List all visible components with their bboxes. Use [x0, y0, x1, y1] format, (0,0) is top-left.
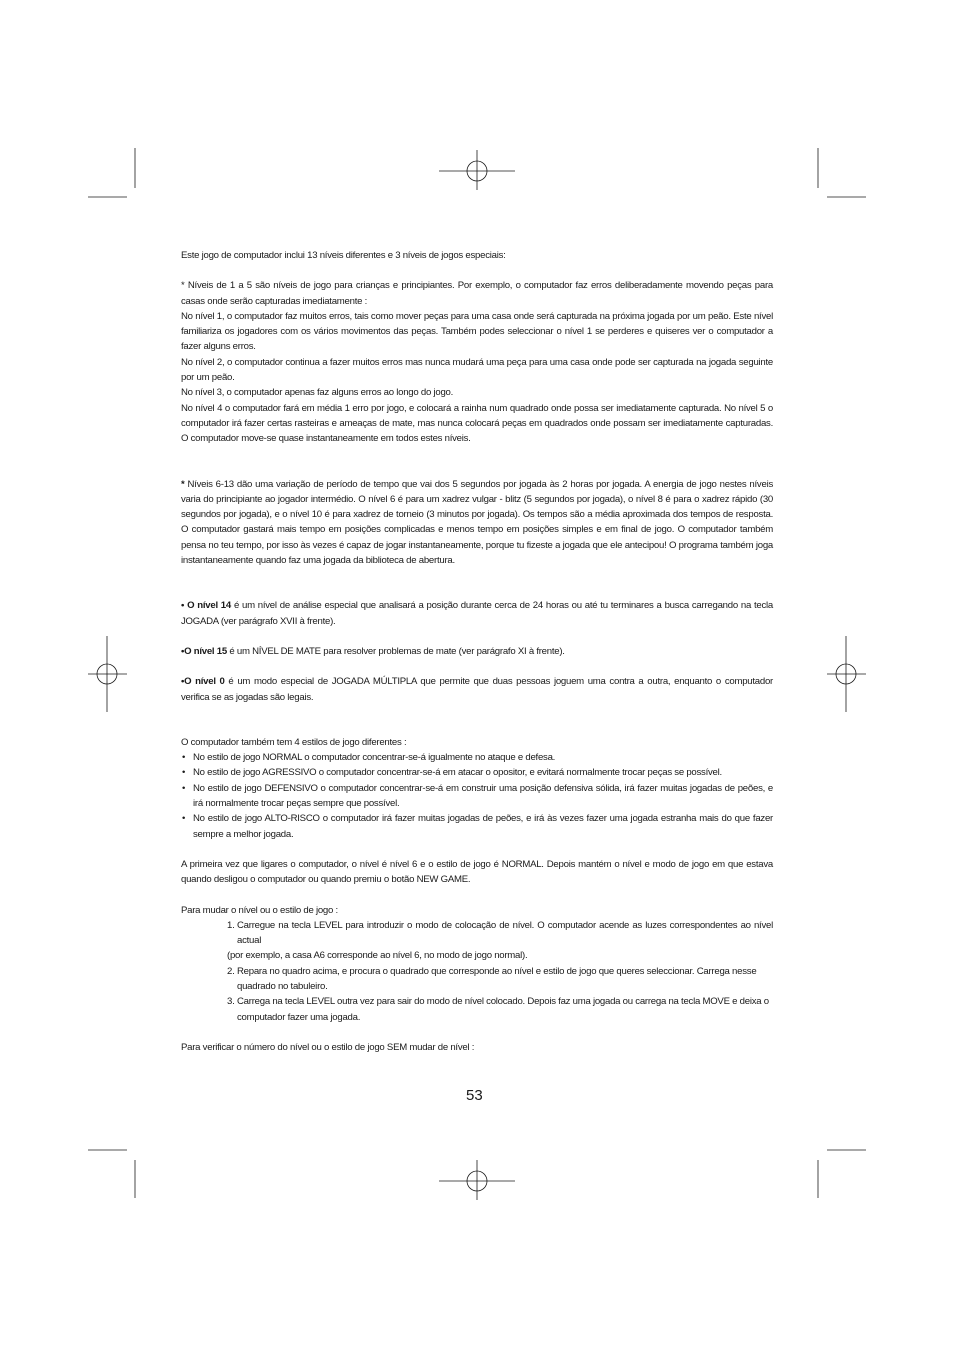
- level-0-paragraph: [181, 674, 773, 705]
- styles-intro: O computador também tem 4 estilos de jogo diferentes :: [181, 736, 407, 748]
- level-2-paragraph: No nível 2, o computador continua a fazer muitos erros mas nunca mudará uma peça para uma casa onde pode ser capturada na jogada seguinte por um peão.: [181, 356, 773, 384]
- style-high-risk-item: • No estilo de jogo ALTO-RISCO o computador irá fazer muitas jogadas de peões, e irá às vezes fazer uma jogada estranha mais do que fazer sempre a melhor jogada.: [181, 811, 773, 842]
- change-intro: Para mudar o nível ou o estilo de jogo :: [181, 904, 338, 916]
- page-body: [181, 248, 773, 1055]
- level-14-label: O nível 14: [187, 600, 231, 612]
- level-0-text: é um modo especial de JOGADA MÚLTIPLA que permite que duas pessoas joguem uma contra a outra, enquanto o computador verifica se as jogadas são legais.: [181, 676, 773, 703]
- levels-6-13-star: *: [181, 478, 185, 490]
- step-text: Repara no quadro acima, e procura o quadrado que corresponde ao nível e estilo de jogo que queres seleccionar. Carrega nesse: [237, 965, 757, 977]
- level-1-paragraph: No nível 1, o computador faz muitos erros, tais como mover peças para uma casa onde será capturada na próxima jogada por um peão. Este nível familiariza os jogadores com os vários movimentos das peças. Também podes seleccionar o nível 1 se perderes e quiseres ver o computador a fazer alguns erros.: [181, 310, 773, 353]
- page-number: 53: [466, 1087, 483, 1104]
- step-text: Carrega na tecla LEVEL outra vez para sair do modo de nível colocado. Depois faz uma jogada ou carrega na tecla MOVE e deixa o: [237, 996, 769, 1008]
- level-14-paragraph: [181, 598, 773, 629]
- registration-mark-top: [439, 150, 515, 190]
- level-14-text: é um nível de análise especial que analisará a posição durante cerca de 24 horas ou até tu terminares a busca carregando na tecla JOGADA (ver parágrafo XVII à frente).: [181, 600, 774, 627]
- step-number: 2.: [227, 965, 235, 977]
- style-normal-item: • No estilo de jogo NORMAL o computador concentrar-se-á igualmente no ataque e defesa.: [181, 750, 773, 765]
- levels-6-13-text: Níveis 6-13 dão uma variação de período de tempo que vai dos 5 segundos por jogada às 2 horas por jogada. A energia de jogo nestes níveis varia do principiante ao jogador intermédio. O nível 6 é para um xadrez vulgar - blitz (5 segundos por jogada), o nível 8 é para o xadrez rápido (30 segundos por jogada), e o nível 10 é para xadrez de torneio (3 minutos por jogada). Os tempos são a média aproximada dos tempos de resposta. O computador gastará mais tempo em posições complicadas e menos tempo em posições simples e em final de jogo. O computador também pensa no teu tempo, por isso às vezes é capaz de jogar instantaneamente, porque tu fizeste a jogada que ele antecipou! O programa também joga instantaneamente quando faz uma jogada da biblioteca de abertura.: [181, 478, 773, 567]
- step-text: Carregue na tecla LEVEL para introduzir o modo de colocação de nível. O computador acende as luzes correspondentes ao nível actual: [237, 919, 773, 947]
- level-4-5-paragraph: No nível 4 o computador fará em média 1 erro por jogo, e colocará a rainha num quadrado onde possa ser imediatamente capturada. No nível 5 o computador irá fazer certas rasteiras e ameaças de mate, mas nunca colocará peças em quadrados onde possam ser imediatamente capturadas. O computador move-se quase instantaneamente em todos estes níveis.: [181, 402, 773, 445]
- change-step-1-continued: (por exemplo, a casa A6 corresponde ao nível 6, no modo de jogo normal).: [227, 950, 528, 962]
- step-number: 1.: [227, 919, 235, 931]
- levels-6-13-paragraph: [181, 477, 773, 569]
- change-steps-list: [181, 918, 773, 1025]
- levels-1-5-section: [181, 278, 773, 446]
- registration-mark-right: [827, 636, 866, 712]
- change-step-2-continued: quadrado no tabuleiro.: [237, 980, 328, 992]
- style-defensive-item: • No estilo de jogo DEFENSIVO o computador concentrar-se-á em construir uma posição defensiva sólida, irá fazer muitas jogadas de peões, e irá normalmente trocar peças sempre que possível.: [181, 781, 773, 812]
- style-aggressive-item: • No estilo de jogo AGRESSIVO o computador concentrar-se-á em atacar o opositor, e evitará normalmente trocar peças se possível.: [181, 765, 773, 780]
- level-0-bullet: •: [181, 676, 185, 688]
- step-number: 3.: [227, 996, 235, 1008]
- registration-mark-bottom: [439, 1160, 515, 1200]
- first-time-paragraph: A primeira vez que ligares o computador, o nível é nível 6 e o estilo de jogo é NORMAL. Depois mantém o nível e modo de jogo em que estava quando desligou o computador ou quando premiu o botão NEW GAME.: [181, 858, 773, 886]
- levels-1-5-intro: * Níveis de 1 a 5 são níveis de jogo para crianças e principiantes. Por exemplo, o computador faz erros deliberadamente movendo peças para casas onde serão capturadas imediatamente :: [181, 280, 773, 307]
- level-15-paragraph: [181, 644, 773, 659]
- verify-paragraph: Para verificar o número do nível ou o estilo de jogo SEM mudar de nível :: [181, 1041, 475, 1053]
- change-step-3-continued: computador fazer uma jogada.: [237, 1011, 361, 1023]
- registration-mark-left: [88, 636, 127, 712]
- change-step-1: [181, 918, 773, 949]
- level-0-label: O nível 0: [184, 676, 225, 688]
- intro-paragraph: Este jogo de computador inclui 13 níveis diferentes e 3 níveis de jogos especiais:: [181, 250, 506, 261]
- change-step-3: [181, 994, 773, 1009]
- level-3-paragraph: No nível 3, o computador apenas faz alguns erros ao longo do jogo.: [181, 387, 454, 399]
- level-15-text: é um NÍVEL DE MATE para resolver problemas de mate (ver parágrafo XI à frente).: [226, 645, 565, 657]
- level-15-bullet: •: [181, 645, 185, 657]
- level-14-bullet: •: [181, 600, 188, 612]
- level-15-label: O nível 15: [184, 645, 227, 657]
- change-step-2: [181, 964, 773, 979]
